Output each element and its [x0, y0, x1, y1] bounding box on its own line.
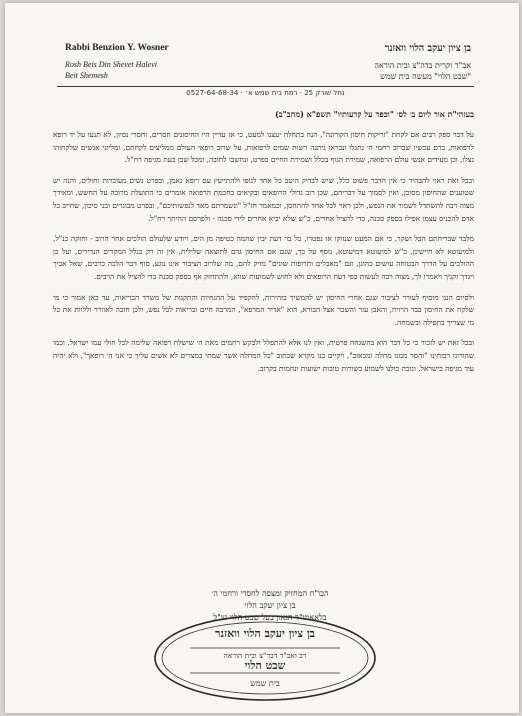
signature-line-3: בלאאמו"ר הגאון בעל שבט הלוי זצ"ל — [213, 613, 327, 622]
stamp-outer-text: בן ציון יעקב הלוי וואזנר — [215, 627, 315, 640]
letter-page — [5, 3, 519, 713]
address-line: נחל שורק 25 · רמת בית שמש א׳ · 0527-64-68-34 — [186, 89, 345, 97]
letterhead-hebrew — [271, 43, 471, 82]
paragraph: על דבר ספק רבים אם לקחת "זריקות חיסון הקורונה", הנה בתחלה יעצנו למעט, כי אז עדיין היו החיסונים חסרים, וחסרי נסיון, לא תנעו על יד רופא לרפואות, ברם עכשיו שברוב רחמי ה׳ נתגלו ונבראו ניתנה רשות שמים לרפואות, על שרוב רופאי העולם ממליצים לקחתם, ומליוני אנשים שלקחוהו נצלו, וכן מעידים אנשי עולם הרפואה, שמירת הגוף בכלל ושמירת החיים בפרט, ונחשבו לחובה, ומכל שכן בעת מגיפה רח"ל. — [53, 130, 474, 165]
paragraph: מלבד שבריחתם הבל ושקר, כי אם המעט שנזוקו או נפטרו, כל בר דעת יבין שהמה כטיפה מן הים, ויודע שלעולם הולכים אחר הרוב - וחזקה כנ"ל, ולמיעוטא לא חיישינן, כ"ש למיעוטא דמיעוטא, נוסף על כך, שגם אם החיסון גרם לתוצאה שלילית, אין זה רק בגלל המקרים הנדירים, ועל כן ההולכים על הדרך הבטוחה עושים כהוגן, וגם "מאכלים ותרופות שונים" מזיק להם, מה שלרוב הציבור אינו נוגע, סוף דבר הלכה כרבים, שאל אביך ויגדך זקניך ויאמרו לך, מצוה רבה לעשות כפי דעת הרופאים ולא לחוש לשמועות שווא, ולהתחזק אף בספק סכנה כדי להציל את הרבים. — [53, 234, 474, 281]
date-line: בעזהי"ת אור ליום ב׳ לס׳ "וכפר על קרעותיו" תשפ"א (מחב"ב) — [274, 109, 474, 119]
stamp-graphic — [150, 611, 380, 705]
city-line-hebrew: "שבט הלוי" מעשה בית שמש — [380, 72, 471, 81]
paragraph: ובכל זאת יש לזכור כי כל דבר הוא בהשגחה פרטית, ואין לנו אלא להתפלל ולבקש רחמים מאת ה׳ שישלח רפואה שלימה לכל חולי עמו ישראל, וכמו שהורונו רבותינו "והסר ממנו מחלה ומכאוב", ויקיים בנו מקרא שכתוב "כל המחלה אשר שמתי במצרים לא אשים עליך כי אני ה׳ רופאך", ולא יהיה עוד מגיפה בישראל, ונזכה כולנו לשמוע בשורות טובות ישועות ונחמות בקרוב. — [53, 338, 474, 373]
paragraph: ולסיום הנני מוסיף לעורר לציבור שגם אחרי החיסון יש להמשיך בזהירות, להקפיד על ההנחיות והתקנות של משרד הבריאות, עד כאן אמור כי מי שלקח את החיסון כבר הרויח, והאבן עזר והשכר אצל הבורא, הוא "אדיר המרפא", המרבה חיים ובריאות לכל נפש, ולכן חובה לאוורר וללוות את כל מי שצריך בתפילה ובשמחה. — [53, 292, 474, 327]
title-line-hebrew: אב"ד וקרית בדה"צ ובית הוראה — [374, 61, 471, 70]
stamp-bottom-text: בית שמש — [250, 679, 280, 688]
signature-line-2: בן ציון יעקב הלוי — [244, 601, 296, 610]
stamp-center-text: שבט הלוי — [244, 659, 286, 672]
title-line-english: Rosh Beis Din Shevet Halevi — [65, 60, 157, 69]
rabbi-name-hebrew: בן ציון יעקב הלוי וואזנר — [384, 43, 471, 54]
paragraph: ובכל זאת ראוי להבהיר כי אין הדבר פשוט כלל, שיש לבדוק היטב כל אחד לגופו ולהתייעץ עם רופא נאמן, ובפרט נשים מעוברות וחולים, והנה יש שטוענים שהחיסון מסוכן, ואין לסמוך על דבריהם, שכן רוב גדולי הרופאים ובקיאים בחכמת הרפואה אומרים כי התועלת מרובה על החשש, ומאידך מצוה רבה להשתדל לשמור את הנפש, ולכן ראוי לכל אחד להתחסן, וכמאמר חז"ל "ונשמרתם מאד לנפשותיכם", ובפרט מבוגרים ובני סיכון, שחייב כל אדם להכניס עצמו אפילו בספק סכנה, כדי להציל אחרים, כ"ש שלא יביא אחרים לידי סכנה - ולפרסם ההיתר רח"ל. — [53, 175, 474, 223]
letterhead-english — [65, 43, 205, 81]
letter-body — [53, 129, 474, 383]
rabbi-name-english: Rabbi Benzion Y. Wosner — [65, 43, 169, 53]
header-divider — [57, 86, 474, 87]
stamp-middle-text: רב ואב"ד דבד"צ ובית הוראה — [223, 651, 307, 660]
signature-line-1: הכו"ח המחזיק ומצפה לחסדי ורחמי ה׳ — [211, 589, 329, 598]
city-line-english: Beit Shemesh — [65, 71, 108, 80]
rabbinical-stamp — [150, 611, 380, 705]
